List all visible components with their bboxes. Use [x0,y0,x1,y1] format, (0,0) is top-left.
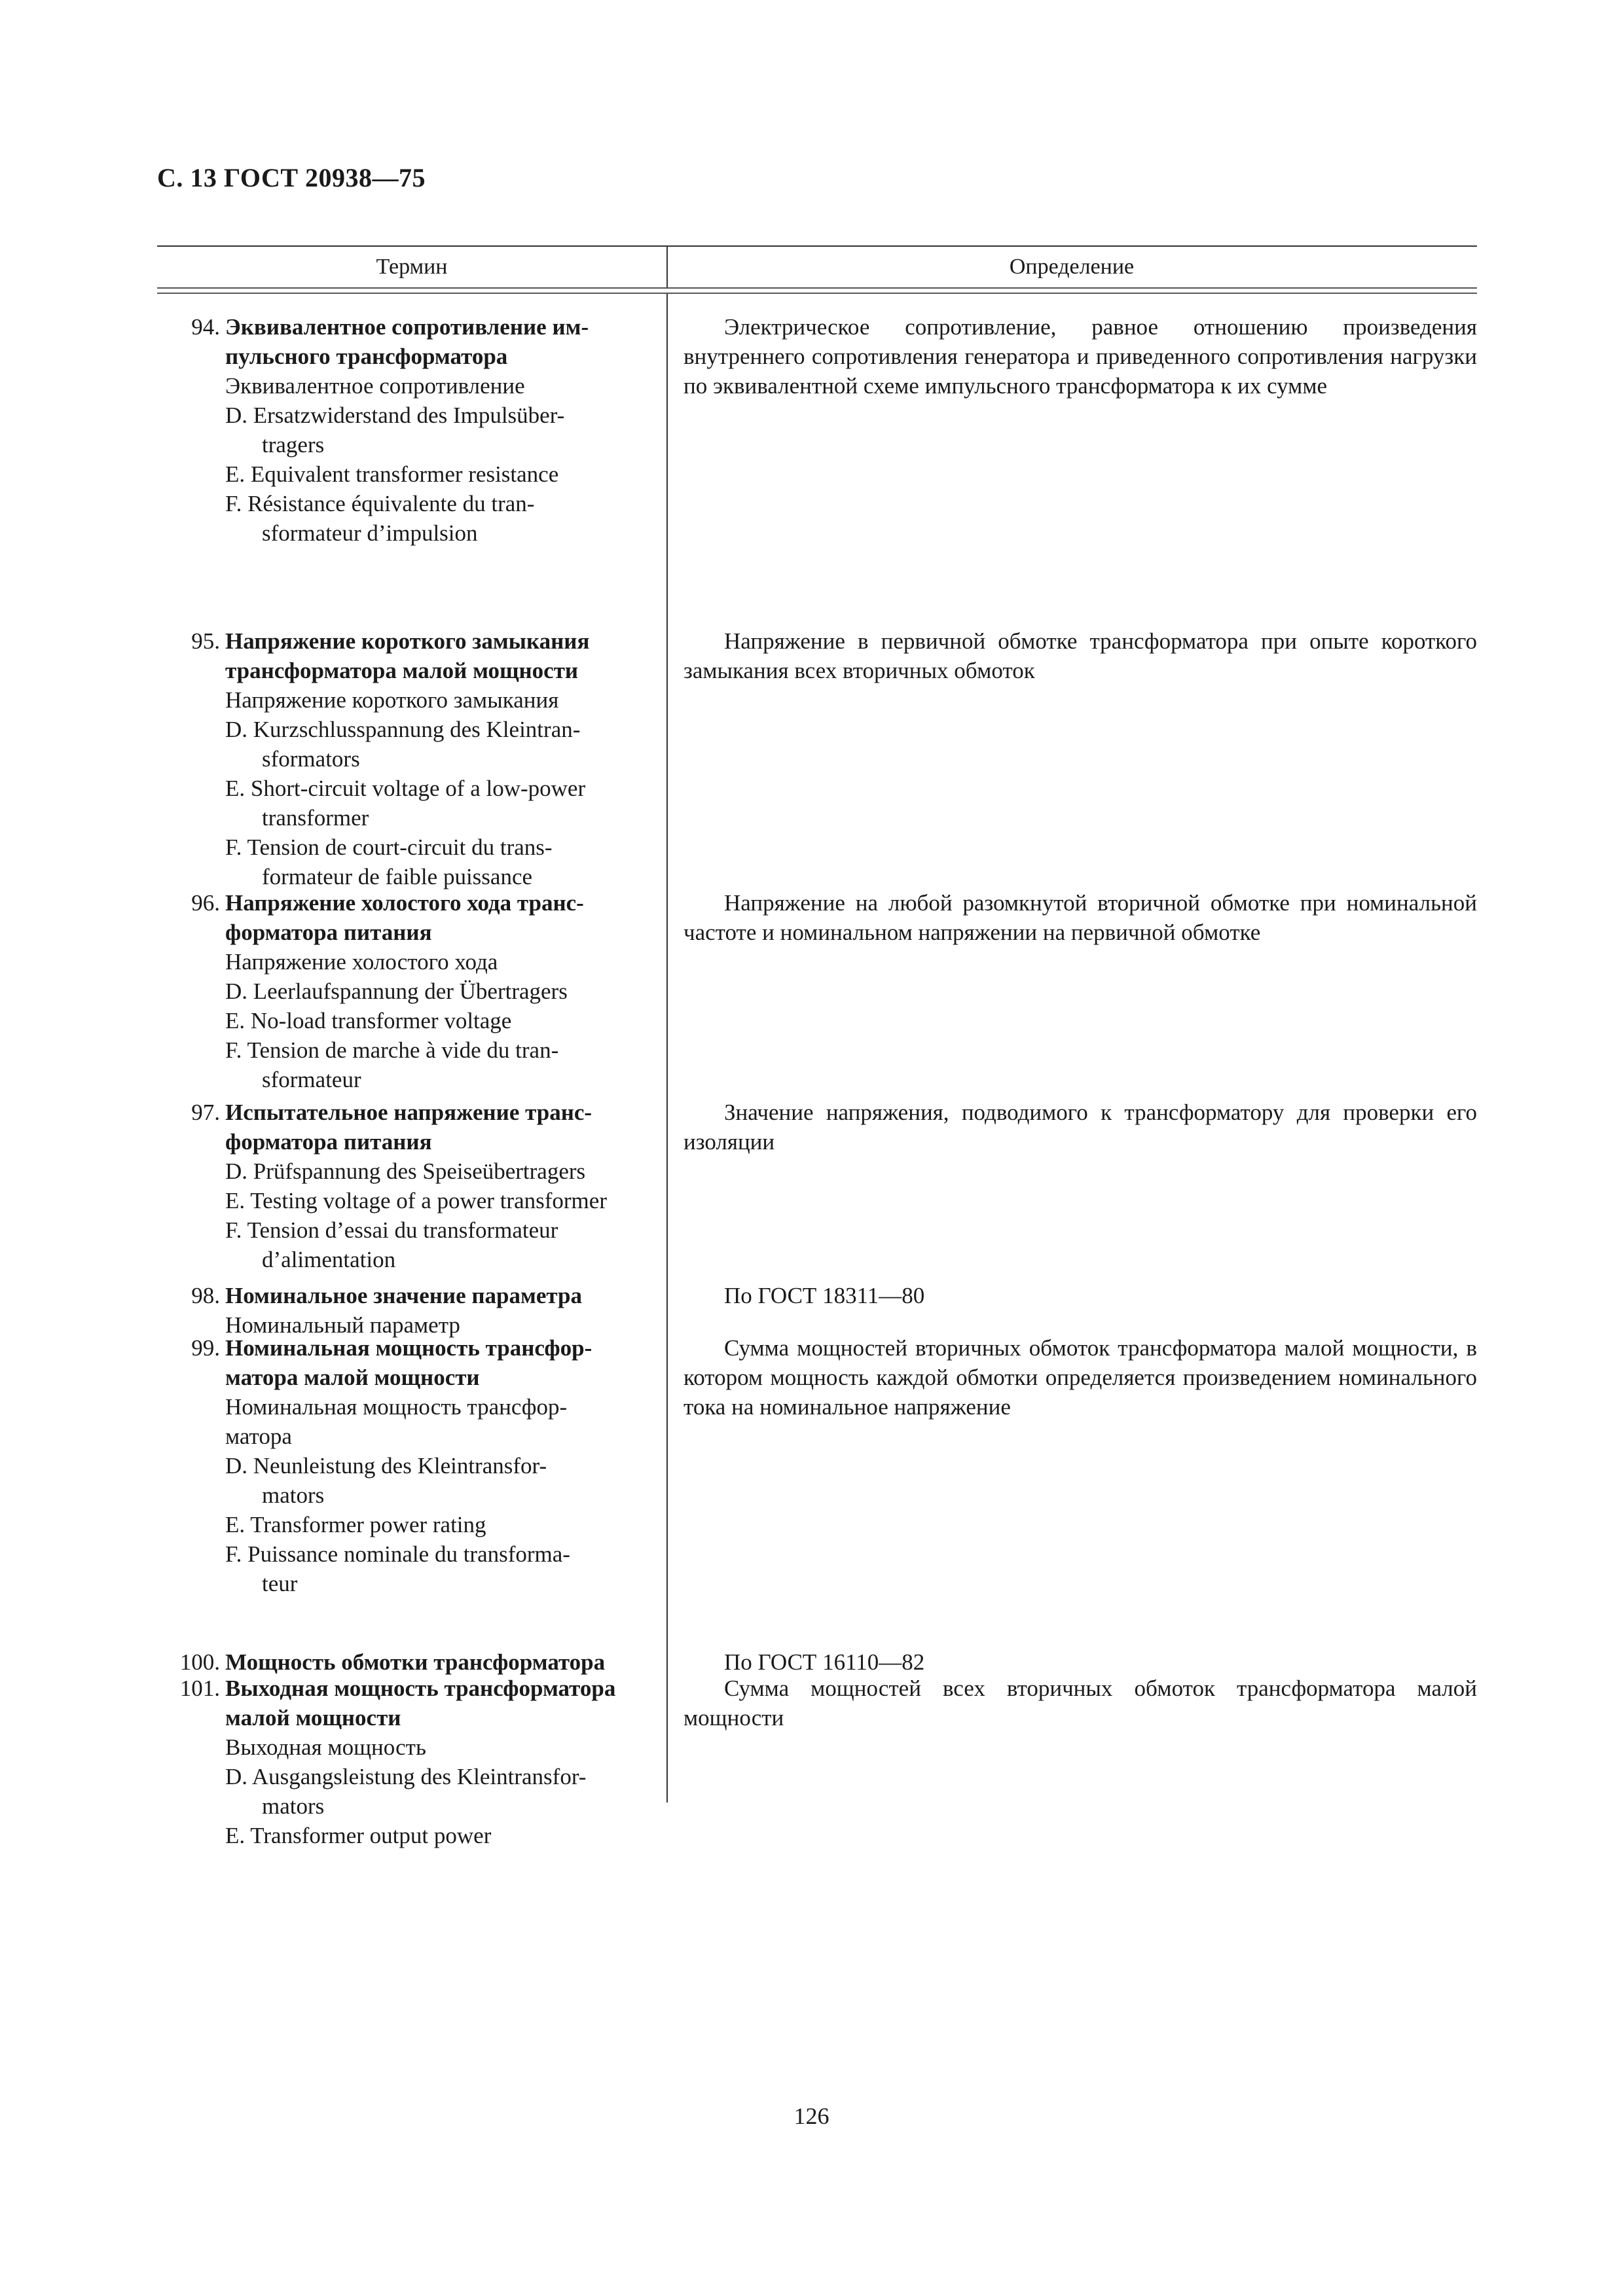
term-variant-line: Номинальный параметр [225,1312,460,1338]
definition-text: Напряжение в первичной обмотке трансформатора при опыте короткого замыкания всех вторичных обмоток [684,628,1477,683]
column-header-term: Термин [376,255,448,279]
table-row [157,1098,1477,1274]
term-variant-line: D. Ausgangsleistung des Kleintransfor- [225,1764,587,1789]
table-row [157,1674,1477,1850]
term-title: матора малой мощности [225,1365,480,1390]
term-title-line [157,312,656,342]
definition-cell [666,1647,1477,1677]
term-title-line [157,1333,656,1363]
term-variant-line: tragers [262,432,325,457]
term-title: Эквивалентное сопротивление им- [225,314,589,340]
term-variant-line: F. Tension d’essai du transformateur [225,1217,558,1243]
term-title-line [157,1647,656,1677]
table-row [157,312,1477,548]
term-title: трансформатора малой мощности [225,658,579,683]
term-number: 95. [191,628,220,654]
term-title: Номинальное значение параметра [225,1283,582,1308]
definition-text: Сумма мощностей всех вторичных обмоток трансформатора малой мощности [684,1676,1477,1731]
term-variant-line: sformateur d’impulsion [262,520,478,546]
term-variant-line: D. Leerlaufspannung der Übertragers [225,978,568,1004]
term-title-continuation [157,1127,656,1157]
term-number: 99. [191,1335,220,1361]
definition-cell [666,1281,1477,1340]
header-column-divider [666,247,668,287]
term-variant-line: D. Ersatzwiderstand des Impulsüber- [225,403,565,428]
term-variant-line: Эквивалентное сопротивление [225,373,525,399]
term-title-continuation [157,918,656,947]
definition-text: Значение напряжения, подводимого к трансформатору для проверки его изоляции [684,1100,1477,1155]
term-title-line [157,1281,656,1310]
term-cell [157,888,666,1094]
term-title-continuation [157,656,656,685]
term-variant-line: F. Tension de court-circuit du trans- [225,834,553,860]
term-number: 100. [179,1649,220,1675]
term-title: Мощность обмотки трансформатора [225,1649,606,1675]
term-title: Напряжение короткого замыкания [225,628,590,654]
term-title-continuation [157,1703,656,1732]
term-variant-line: Напряжение холостого хода [225,949,498,975]
term-title: малой мощности [225,1705,401,1731]
term-title-line [157,888,656,918]
term-cell [157,1333,666,1598]
table-header-row [157,247,1477,287]
term-title: форматора питания [225,920,432,945]
term-variant-line: E. No-load transformer voltage [225,1008,512,1033]
term-variant-line: E. Testing voltage of a power transformer [225,1188,607,1213]
term-variant-line: E. Equivalent transformer resistance [225,461,559,487]
term-variant-line: sformators [262,746,360,772]
table-row [157,1281,1477,1340]
term-number: 96. [191,890,220,916]
term-cell [157,626,666,891]
term-variant-line: sformateur [262,1067,361,1092]
definition-cell [666,626,1477,891]
term-title-continuation [157,1363,656,1392]
definition-text: Напряжение на любой разомкнутой вторичной обмотке при номинальной частоте и номинальном напряжении на первичной обмотке [684,890,1477,945]
definition-cell [666,312,1477,548]
term-variant-line: transformer [262,805,369,831]
definition-text: По ГОСТ 16110—82 [724,1649,925,1675]
term-title-continuation [157,342,656,371]
term-title-line [157,1674,656,1703]
definition-text: Электрическое сопротивление, равное отношению произведения внутреннего сопротивления генератора и приведенного сопротивления нагрузки по эквивалентной схеме импульсного трансформатора к их сумме [684,314,1477,399]
term-cell [157,1647,666,1677]
term-title-line [157,626,656,656]
definition-cell [666,1674,1477,1850]
term-variant-line: матора [225,1424,292,1449]
term-number: 101. [179,1676,220,1701]
term-variant-line: F. Résistance équivalente du tran- [225,491,535,516]
term-number: 97. [191,1100,220,1125]
term-title: Испытательное напряжение транс- [225,1100,593,1125]
definition-text: Сумма мощностей вторичных обмоток трансформатора малой мощности, в котором мощность каждой обмотки определяется произведением номинального тока на номинальное напряжение [684,1335,1477,1420]
term-title: Выходная мощность трансформатора [225,1676,616,1701]
term-variant-line: D. Prüfspannung des Speiseübertragers [225,1158,586,1184]
terms-table [157,245,1477,1848]
term-variant-line: F. Tension de marche à vide du tran- [225,1037,559,1063]
term-variant-line: mators [262,1793,325,1819]
term-variant-line: d’alimentation [262,1247,396,1272]
column-header-definition: Определение [1009,255,1135,279]
term-variant-line: E. Short-circuit voltage of a low-power [225,776,586,801]
term-title-line [157,1098,656,1127]
table-body [157,294,1477,1848]
term-variant-line: mators [262,1482,325,1508]
table-row [157,1647,1477,1677]
definition-cell [666,888,1477,1094]
definition-cell [666,1098,1477,1274]
term-number: 94. [191,314,220,340]
page-number: 126 [793,2103,830,2129]
definition-cell [666,1333,1477,1598]
term-cell [157,1281,666,1340]
table-row [157,888,1477,1094]
term-variant-line: E. Transformer power rating [225,1512,486,1537]
term-variant-line: E. Transformer output power [225,1823,492,1848]
table-header-rule [157,287,1477,294]
term-variant-line: Выходная мощность [225,1734,426,1760]
term-variant-line: Напряжение короткого замыкания [225,687,559,713]
term-title: Номинальная мощность трансфор- [225,1335,593,1361]
term-variant-line: F. Puissance nominale du transforma- [225,1541,570,1567]
term-cell [157,1674,666,1850]
term-title: Напряжение холостого хода транс- [225,890,584,916]
term-cell [157,1098,666,1274]
page-header: С. 13 ГОСТ 20938—75 [157,163,426,192]
table-row [157,626,1477,891]
term-variant-line: D. Neunleistung des Kleintransfor- [225,1453,547,1479]
term-variant-line: formateur de faible puissance [262,864,533,889]
term-title: пульсного трансформатора [225,344,508,369]
term-title: форматора питания [225,1129,432,1155]
term-variant-line: teur [262,1571,298,1596]
term-variant-line: D. Kurzschlusspannung des Kleintran- [225,717,581,742]
term-variant-line: Номинальная мощность трансфор- [225,1394,568,1420]
term-cell [157,312,666,548]
term-number: 98. [191,1283,220,1308]
table-row [157,1333,1477,1598]
definition-text: По ГОСТ 18311—80 [724,1283,925,1308]
